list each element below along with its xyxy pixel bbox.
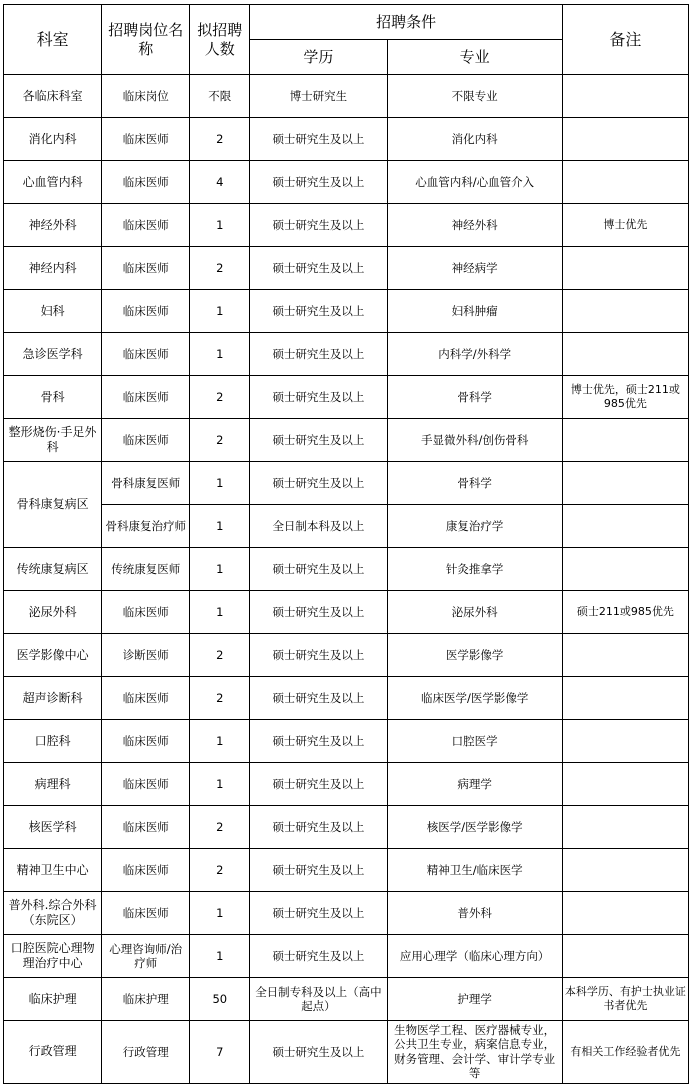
cell-number: 1 xyxy=(190,204,250,247)
cell-number: 1 xyxy=(190,548,250,591)
cell-number: 2 xyxy=(190,806,250,849)
cell-department: 心血管内科 xyxy=(4,161,102,204)
cell-remark xyxy=(562,892,688,935)
cell-number: 4 xyxy=(190,161,250,204)
cell-education: 硕士研究生及以上 xyxy=(250,849,387,892)
cell-remark: 博士优先 xyxy=(562,204,688,247)
cell-department: 骨科 xyxy=(4,376,102,419)
cell-remark xyxy=(562,505,688,548)
cell-post: 心理咨询师/治疗师 xyxy=(102,935,190,978)
cell-number: 2 xyxy=(190,118,250,161)
cell-number: 1 xyxy=(190,505,250,548)
cell-major: 针灸推拿学 xyxy=(387,548,562,591)
cell-remark: 硕士211或985优先 xyxy=(562,591,688,634)
table-row xyxy=(4,419,689,462)
header-major: 专业 xyxy=(387,40,562,75)
cell-number: 2 xyxy=(190,247,250,290)
cell-major: 神经病学 xyxy=(387,247,562,290)
table-row xyxy=(4,462,689,505)
cell-number: 2 xyxy=(190,634,250,677)
cell-major: 护理学 xyxy=(387,978,562,1021)
cell-department: 口腔科 xyxy=(4,720,102,763)
cell-major: 医学影像学 xyxy=(387,634,562,677)
cell-major: 心血管内科/心血管介入 xyxy=(387,161,562,204)
cell-major: 精神卫生/临床医学 xyxy=(387,849,562,892)
cell-remark xyxy=(562,849,688,892)
cell-post: 传统康复医师 xyxy=(102,548,190,591)
cell-number: 2 xyxy=(190,849,250,892)
cell-remark xyxy=(562,290,688,333)
cell-education: 硕士研究生及以上 xyxy=(250,204,387,247)
table-row xyxy=(4,118,689,161)
cell-major: 病理学 xyxy=(387,763,562,806)
cell-number: 1 xyxy=(190,720,250,763)
cell-major: 骨科学 xyxy=(387,462,562,505)
table-row xyxy=(4,290,689,333)
cell-education: 硕士研究生及以上 xyxy=(250,677,387,720)
table-row xyxy=(4,763,689,806)
cell-department: 核医学科 xyxy=(4,806,102,849)
cell-education: 硕士研究生及以上 xyxy=(250,935,387,978)
cell-post: 骨科康复医师 xyxy=(102,462,190,505)
cell-department: 急诊医学科 xyxy=(4,333,102,376)
cell-department: 口腔医院心理物理治疗中心 xyxy=(4,935,102,978)
cell-post: 临床医师 xyxy=(102,591,190,634)
cell-number: 2 xyxy=(190,376,250,419)
cell-post: 临床医师 xyxy=(102,290,190,333)
cell-education: 硕士研究生及以上 xyxy=(250,548,387,591)
cell-post: 临床医师 xyxy=(102,677,190,720)
cell-post: 临床医师 xyxy=(102,161,190,204)
table-row xyxy=(4,591,689,634)
cell-remark xyxy=(562,118,688,161)
cell-education: 硕士研究生及以上 xyxy=(250,892,387,935)
cell-education: 硕士研究生及以上 xyxy=(250,720,387,763)
cell-post: 行政管理 xyxy=(102,1021,190,1084)
cell-remark xyxy=(562,634,688,677)
cell-post: 诊断医师 xyxy=(102,634,190,677)
cell-remark xyxy=(562,548,688,591)
table-header xyxy=(4,5,689,75)
cell-education: 硕士研究生及以上 xyxy=(250,462,387,505)
cell-remark xyxy=(562,161,688,204)
cell-number: 不限 xyxy=(190,75,250,118)
cell-remark xyxy=(562,720,688,763)
cell-remark: 本科学历、有护士执业证书者优先 xyxy=(562,978,688,1021)
table-row xyxy=(4,505,689,548)
cell-number: 1 xyxy=(190,462,250,505)
cell-number: 1 xyxy=(190,333,250,376)
cell-department: 精神卫生中心 xyxy=(4,849,102,892)
cell-department: 医学影像中心 xyxy=(4,634,102,677)
header-post: 招聘岗位名称 xyxy=(102,5,190,75)
header-condition: 招聘条件 xyxy=(250,5,562,40)
cell-education: 硕士研究生及以上 xyxy=(250,419,387,462)
cell-remark: 博士优先，硕士211或985优先 xyxy=(562,376,688,419)
cell-remark xyxy=(562,763,688,806)
cell-department: 消化内科 xyxy=(4,118,102,161)
cell-major: 神经外科 xyxy=(387,204,562,247)
cell-number: 50 xyxy=(190,978,250,1021)
cell-education: 硕士研究生及以上 xyxy=(250,806,387,849)
cell-post: 骨科康复治疗师 xyxy=(102,505,190,548)
cell-remark xyxy=(562,419,688,462)
cell-major: 应用心理学（临床心理方向） xyxy=(387,935,562,978)
cell-education: 硕士研究生及以上 xyxy=(250,290,387,333)
cell-post: 临床医师 xyxy=(102,892,190,935)
cell-education: 硕士研究生及以上 xyxy=(250,161,387,204)
table-row xyxy=(4,634,689,677)
cell-major: 康复治疗学 xyxy=(387,505,562,548)
cell-post: 临床医师 xyxy=(102,118,190,161)
cell-department: 普外科.综合外科（东院区） xyxy=(4,892,102,935)
cell-department: 超声诊断科 xyxy=(4,677,102,720)
cell-major: 口腔医学 xyxy=(387,720,562,763)
table-row xyxy=(4,75,689,118)
table-row xyxy=(4,849,689,892)
cell-post: 临床岗位 xyxy=(102,75,190,118)
table-row xyxy=(4,376,689,419)
cell-education: 硕士研究生及以上 xyxy=(250,591,387,634)
cell-education: 硕士研究生及以上 xyxy=(250,247,387,290)
cell-post: 临床医师 xyxy=(102,376,190,419)
cell-remark xyxy=(562,247,688,290)
cell-major: 普外科 xyxy=(387,892,562,935)
table-row xyxy=(4,161,689,204)
cell-education: 硕士研究生及以上 xyxy=(250,118,387,161)
header-edu: 学历 xyxy=(250,40,387,75)
table-row xyxy=(4,806,689,849)
cell-major: 骨科学 xyxy=(387,376,562,419)
cell-department: 传统康复病区 xyxy=(4,548,102,591)
header-num: 拟招聘人数 xyxy=(190,5,250,75)
table-row xyxy=(4,677,689,720)
cell-major: 生物医学工程、医疗器械专业，公共卫生专业，病案信息专业，财务管理、会计学、审计学专业等 xyxy=(387,1021,562,1084)
cell-major: 核医学/医学影像学 xyxy=(387,806,562,849)
cell-education: 硕士研究生及以上 xyxy=(250,1021,387,1084)
table-row xyxy=(4,548,689,591)
cell-department: 行政管理 xyxy=(4,1021,102,1084)
recruitment-table xyxy=(3,4,689,1084)
cell-post: 临床医师 xyxy=(102,204,190,247)
cell-post: 临床医师 xyxy=(102,333,190,376)
cell-major: 妇科肿瘤 xyxy=(387,290,562,333)
cell-number: 1 xyxy=(190,935,250,978)
cell-number: 1 xyxy=(190,591,250,634)
cell-post: 临床医师 xyxy=(102,849,190,892)
cell-department: 骨科康复病区 xyxy=(4,462,102,548)
table-row xyxy=(4,892,689,935)
table-row xyxy=(4,978,689,1021)
cell-education: 硕士研究生及以上 xyxy=(250,763,387,806)
cell-post: 临床医师 xyxy=(102,763,190,806)
cell-major: 泌尿外科 xyxy=(387,591,562,634)
cell-remark xyxy=(562,806,688,849)
cell-department: 泌尿外科 xyxy=(4,591,102,634)
cell-number: 1 xyxy=(190,290,250,333)
table-row xyxy=(4,204,689,247)
cell-department: 临床护理 xyxy=(4,978,102,1021)
cell-education: 全日制专科及以上（高中起点） xyxy=(250,978,387,1021)
cell-number: 2 xyxy=(190,419,250,462)
cell-post: 临床医师 xyxy=(102,419,190,462)
table-row xyxy=(4,935,689,978)
cell-education: 硕士研究生及以上 xyxy=(250,376,387,419)
header-dept: 科室 xyxy=(4,5,102,75)
cell-department: 神经外科 xyxy=(4,204,102,247)
cell-remark xyxy=(562,462,688,505)
cell-major: 消化内科 xyxy=(387,118,562,161)
header-remark: 备注 xyxy=(562,5,688,75)
cell-post: 临床医师 xyxy=(102,247,190,290)
cell-number: 1 xyxy=(190,763,250,806)
table-row xyxy=(4,333,689,376)
cell-department: 整形烧伤·手足外科 xyxy=(4,419,102,462)
cell-major: 手显微外科/创伤骨科 xyxy=(387,419,562,462)
cell-number: 7 xyxy=(190,1021,250,1084)
cell-education: 博士研究生 xyxy=(250,75,387,118)
table-body xyxy=(4,75,689,1084)
cell-remark xyxy=(562,677,688,720)
cell-remark xyxy=(562,935,688,978)
cell-department: 病理科 xyxy=(4,763,102,806)
cell-major: 临床医学/医学影像学 xyxy=(387,677,562,720)
cell-department: 各临床科室 xyxy=(4,75,102,118)
cell-department: 妇科 xyxy=(4,290,102,333)
cell-education: 硕士研究生及以上 xyxy=(250,333,387,376)
cell-remark xyxy=(562,75,688,118)
table-row xyxy=(4,247,689,290)
cell-major: 内科学/外科学 xyxy=(387,333,562,376)
cell-remark xyxy=(562,333,688,376)
cell-number: 2 xyxy=(190,677,250,720)
cell-post: 临床医师 xyxy=(102,720,190,763)
cell-number: 1 xyxy=(190,892,250,935)
cell-remark: 有相关工作经验者优先 xyxy=(562,1021,688,1084)
cell-post: 临床护理 xyxy=(102,978,190,1021)
table-row xyxy=(4,720,689,763)
cell-education: 硕士研究生及以上 xyxy=(250,634,387,677)
cell-post: 临床医师 xyxy=(102,806,190,849)
header-row-1 xyxy=(4,5,689,40)
cell-major: 不限专业 xyxy=(387,75,562,118)
cell-education: 全日制本科及以上 xyxy=(250,505,387,548)
cell-department: 神经内科 xyxy=(4,247,102,290)
